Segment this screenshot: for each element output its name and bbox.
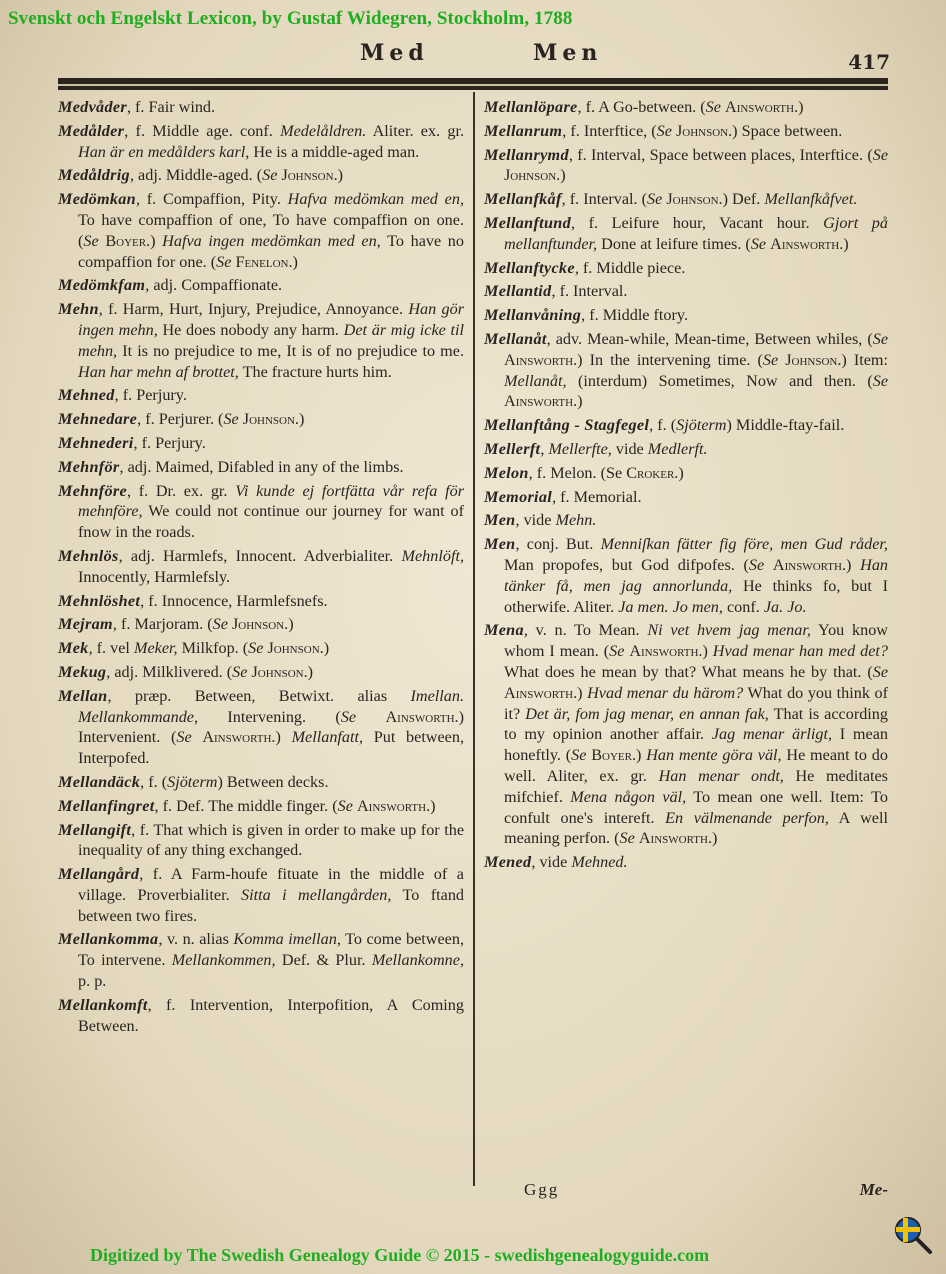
swedish-phrase: Mehnlöft, [401,546,464,565]
dictionary-entry [58,638,464,659]
definition-text: To have compaffion of one, To have compaffion on one. ( [78,210,464,250]
source-reference: Ainsworth. [772,555,847,574]
swedish-phrase: Se [619,829,635,848]
entry-headword: Mened [484,853,532,872]
definition-text: , v. n. To Mean. [523,621,648,640]
dictionary-entry [58,97,464,118]
definition-text: , f. Harm, Hurt, Injury, Prejudice, Annoyance. [98,300,409,319]
definition-text: The fracture hurts him. [238,362,392,381]
definition-text: p. p. [78,972,107,991]
swedish-phrase: Se [248,639,264,658]
definition-text: , f. vel [88,639,134,658]
definition-text: I mean honeftly. ( [504,725,888,765]
source-reference: Ainsworth. [356,796,431,815]
dictionary-entry [58,409,464,430]
definition-text: ) [843,234,849,253]
swedish-phrase: Det är mig icke til mehn, [78,320,465,360]
source-reference: Johnson. [242,410,299,429]
definition-text: , adj. Harmlefs, Innocent. Adverbialiter. [118,546,402,565]
dictionary-entry [484,305,888,326]
definition-text: You know whom I mean. ( [504,621,888,661]
definition-text: vide [611,439,648,458]
swedish-phrase: Hvad menar han med det? [712,642,889,661]
dictionary-entry [484,852,888,873]
definition-text: He is a middle-aged man. [249,142,420,161]
definition-text: ) Between decks. [217,772,329,791]
definition-text: Def. & Plur. [275,951,372,970]
definition-text: , adj. Maimed, Difabled in any of the limbs. [119,457,404,476]
swedish-phrase: Mehn. [555,511,597,530]
definition-text: It is no prejudice to me, It is of no prejudice to me. [117,341,464,360]
entry-headword: Mellanftycke [484,258,575,277]
entry-headword: Mehnlöshet [58,591,141,610]
entry-headword: Mejram [58,615,113,634]
entry-headword: Mellanrymd [484,145,569,164]
entry-headword: Memorial [484,487,553,506]
definition-text: ) [846,555,861,574]
dictionary-entry [58,929,464,991]
definition-text: ) [577,683,588,702]
entry-headword: Mellanvåning [484,306,582,325]
definition-text: , vide [531,853,572,872]
definition-text: , f. Interval. [551,282,628,301]
swedish-phrase: Se [750,234,767,253]
swedish-phrase: Mellanfatt, [291,728,364,747]
swedish-phrase: Mena någon väl, [570,787,687,806]
source-reference: Ainsworth. [638,829,712,848]
dictionary-entry [58,820,464,862]
dictionary-entry [58,121,464,163]
swedish-phrase: Meker, [133,639,178,658]
definition-text: , f. Compaffion, Pity. [135,190,288,209]
definition-text: ) [275,728,292,747]
entry-headword: Mellangift [58,820,132,839]
definition-text: What do you think of it? [504,683,888,723]
definition-text: , præp. Between, Betwixt. alias [107,686,411,705]
swedish-phrase: Gjort på mellanftunder, [504,213,888,253]
source-reference: Ainsworth. [504,683,578,702]
entry-headword: Mellanftund [484,213,571,232]
entry-headword: Medömkfam [58,276,146,295]
swedish-phrase: Komma imellan, [233,930,341,949]
definition-text: He does nobody any harm. [157,320,344,339]
swedish-phrase: Han är en medålders karl, [78,142,250,161]
entry-headword: Men [484,535,516,554]
definition-text: , f. Perjury. [133,433,206,452]
definition-text: Put between, Interpofed. [78,728,465,768]
definition-text: ) [560,166,566,185]
swedish-phrase: Mellerfte, [548,439,612,458]
definition-text: ) Item: [841,350,888,369]
definition-text: ) [337,166,344,185]
definition-text: , f. ( [649,416,677,435]
definition-text: Aliter. ex. gr. [366,121,464,140]
source-reference: Ainsworth. [385,707,459,726]
dictionary-entry [58,662,464,683]
definition-text: ) [712,829,718,848]
definition-text: ) Space between. [732,121,843,140]
definition-text: ) [702,642,713,661]
source-reference: Ainsworth. [504,392,578,411]
entry-headword: Mellerft [484,439,541,458]
definition-text: , f. Intervention, Interpofition, A Coming Between. [78,995,464,1035]
definition-text: ) [430,796,436,815]
entry-headword: Medåldrig [58,166,130,185]
entry-headword: Mek [58,639,89,658]
definition-text: Done at leifure times. ( [597,234,751,253]
dictionary-entry [484,281,888,302]
definition-text: To ftand between two fires. [78,885,465,925]
source-reference: Ainsworth. [504,350,578,369]
entry-headword: Mehned [58,386,115,405]
dictionary-entry [58,299,464,382]
swedish-phrase: Se [571,746,587,765]
definition-text: , [540,439,549,458]
dictionary-entry [58,189,464,272]
source-reference: Croker. [626,463,679,482]
definition-text [764,556,773,574]
entry-headword: Mellanåt [484,329,547,348]
dictionary-entry [58,686,464,769]
definition-text: ) In the intervening time. ( [577,350,763,369]
source-reference: Ainsworth. [725,98,799,116]
swedish-phrase: Mellanåt, [504,371,567,390]
definition-text: To mean one well. Item: To confult one's intereft. [504,787,888,827]
swedish-phrase: Sitta i mellangården, [241,885,392,904]
source-reference: Johnson. [267,639,324,658]
definition-text: , v. n. alias [158,930,234,949]
right-column [484,97,888,876]
swedish-phrase: Se [212,615,228,634]
left-column [58,97,464,1039]
swedish-phrase: Se [216,252,232,271]
swedish-phrase: Han har mehn af brottet, [78,362,239,381]
definition-text: , adj. Compaffionate. [145,276,283,295]
catchword: Me- [859,1180,888,1199]
entry-headword: Medålder [58,121,125,140]
source-reference: Boyer. [105,231,151,250]
swedish-phrase: Se [83,231,99,250]
dictionary-entry [58,546,464,588]
definition-text: To come between, To intervene. [78,930,464,970]
entry-headword: Medömkan [58,190,136,209]
dictionary-entry [484,487,888,508]
dictionary-entry [58,995,464,1037]
source-reference: Ainsworth. [629,642,703,661]
dictionary-entry [58,165,464,186]
entry-headword: Mehnedare [58,410,138,429]
dictionary-entry [58,433,464,454]
swedish-phrase: Se [705,98,721,116]
swedish-phrase: Sjöterm [676,416,727,435]
definition-text: , f. Interval, Space between places, Interftice. ( [568,145,873,164]
dictionary-entry [58,864,464,926]
column-divider [473,92,475,1186]
header-rule [58,78,888,86]
definition-text: ) [298,410,305,429]
swedish-phrase: Jag menar ärligt, [711,725,833,744]
swedish-phrase: Se [609,642,625,661]
definition-text: , f. Middle piece. [574,258,686,277]
definition-text: ) [636,746,647,765]
swedish-phrase: Ja. Jo. [763,597,807,616]
definition-text: ) [577,392,583,411]
dictionary-entry [484,121,888,142]
swedish-phrase: Ni vet hvem jag menar, [647,621,811,640]
source-reference: Ainsworth. [770,234,844,253]
dictionary-entry [484,534,888,617]
definition-text [192,728,203,746]
entry-headword: Mekug [58,662,107,681]
entry-headword: Mehnederi [58,433,134,452]
definition-text: ) Middle-ftay-fail. [726,416,845,435]
swedish-phrase: Se [232,662,248,681]
swedish-phrase: Se [872,662,888,681]
source-reference: Boyer. [591,746,637,765]
swedish-phrase: Se [176,728,192,747]
definition-text: , f. Perjurer. ( [137,410,224,429]
source-reference: Johnson. [504,166,561,185]
definition-text: ) [678,463,684,482]
entry-headword: Mellandäck [58,772,141,791]
dictionary-entry [58,385,464,406]
definition-text: ) [292,252,298,271]
definition-text: That is according to my opinion another affair. [504,704,888,744]
dictionary-entry [484,145,888,187]
entry-headword: Mellanlöpare [484,98,578,116]
definition-text: To have no compaffion for one. ( [78,231,464,271]
dictionary-entry [484,329,888,412]
definition-text: A well meaning perfon. ( [504,808,888,848]
signature-mark: Ggg [524,1180,560,1199]
definition-text: ) Intervenient. ( [78,707,464,747]
swedish-phrase: Han tänker få, men jag annorlunda, [504,555,889,595]
dictionary-entry [58,772,464,793]
swedish-flag-magnifier-icon [893,1215,933,1255]
source-banner: Svenskt och Engelskt Lexicon, by Gustaf Widegren, Stockholm, 1788 [8,8,573,29]
definition-text: , f. Marjoram. ( [112,615,213,634]
definition-text: , f. Innocence, Harmlefsnefs. [140,591,328,610]
dictionary-entry [484,97,888,118]
swedish-phrase: Mellankommen, [171,951,276,970]
swedish-phrase: Medlerft. [647,439,708,458]
source-reference: Johnson. [232,615,289,634]
entry-headword: Men [484,511,516,530]
swedish-phrase: Han mente göra väl, [646,746,782,765]
definition-text: conf. [722,597,764,616]
definition-text: , f. Middle ftory. [581,306,689,325]
swedish-phrase: Mellanfkåfvet. [764,190,858,209]
entry-headword: Mellangård [58,865,140,884]
definition-text: , f. Memorial. [552,487,642,506]
entry-headword: Mellankomft [58,995,148,1014]
definition-text: , vide [515,511,556,530]
definition-text: , f. Fair wind. [126,98,216,116]
dictionary-entry [58,796,464,817]
swedish-phrase: Han gör ingen mehn, [78,300,464,339]
swedish-phrase: Se [647,190,663,209]
swedish-phrase: Hafva ingen medömkan med en, [162,231,381,250]
swedish-phrase: Se [762,350,779,369]
swedish-phrase: Sjöterm [167,772,218,791]
definition-text: , conj. But. [515,535,601,554]
entry-headword: Medvåder [58,98,127,116]
definition-text: He meditates mifchief. [504,766,888,806]
source-reference: Johnson. [281,166,338,185]
entry-headword: Mehnför [58,457,120,476]
dictionary-entry [58,591,464,612]
entry-headword: Mehnlös [58,546,119,565]
running-head-left: Med [360,40,429,66]
definition-text: ) [150,231,163,250]
entry-headword: Mellan [58,686,108,705]
dictionary-entry [58,457,464,478]
page-number: 417 [848,50,890,74]
definition-text: , f. Def. The middle finger. ( [154,796,338,815]
digitization-credit: Digitized by The Swedish Genealogy Guide © 2015 - swedishgenealogyguide.com [90,1245,710,1265]
entry-headword: Mellanftång - Stagfegel [484,416,650,435]
definition-text: ) Def. [722,190,765,209]
entry-headword: Mellanfkåf [484,190,562,209]
swedish-phrase: Medelåldren. [280,121,367,140]
definition-text: , f. Perjury. [114,386,187,405]
swedish-phrase: Vi kunde ej fortfätta vår refa för mehnföre, [78,481,464,521]
entry-headword: Mehn [58,300,99,319]
dictionary-entry [484,213,888,255]
dictionary-entry [484,439,888,460]
definition-text: ) [798,98,804,116]
source-reference: Johnson. [785,350,842,369]
definition-text: (interdum) Sometimes, Now and then. ( [566,371,873,390]
definition-text: Milkfop. ( [177,639,249,658]
definition-text: He meant to do well. Aliter, ex. gr. [504,746,888,785]
definition-text: What does he mean by that? What means he by that. ( [504,662,873,681]
swedish-phrase: Mellankommande, [78,707,199,726]
dictionary-entry [58,275,464,296]
entry-headword: Mena [484,621,524,640]
source-reference: Johnson. [251,662,308,681]
entry-headword: Mellantid [484,282,552,301]
entry-headword: Mellanrum [484,121,563,140]
definition-text: We could not continue our journey for want of fnow in the roads. [78,502,464,542]
swedish-phrase: En välmenande perfon, [665,808,829,827]
swedish-phrase: Hvad menar du härom? [587,683,744,702]
entry-headword: Mellanfingret [58,796,155,815]
dictionary-entry [484,510,888,531]
entry-headword: Mehnföre [58,481,127,500]
definition-text: , f. Interval. ( [561,190,648,209]
definition-text: He thinks fo, but I otherwife. Aliter. [504,576,888,616]
definition-text: , adv. Mean-while, Mean-time, Between whiles, ( [546,329,873,348]
swedish-phrase: Se [656,121,672,140]
swedish-phrase: Menniſkan fätter fig före, men Gud råder, [600,535,888,554]
entry-headword: Melon [484,463,529,482]
swedish-phrase: Se [223,410,239,429]
swedish-phrase: Han menar ondt, [658,766,784,785]
swedish-phrase: Se [872,145,888,164]
swedish-phrase: Se [262,166,278,185]
definition-text: , adj. Milklivered. ( [106,662,233,681]
swedish-phrase: Mehned. [571,853,628,872]
definition-text: , f. A Go-between. ( [577,98,706,116]
swedish-phrase: Se [872,371,888,390]
definition-text: , f. A Farm-houfe fituate in the middle of a village. Proverbialiter. [78,865,464,904]
dictionary-entry [484,189,888,210]
source-reference: Fenelon. [235,252,293,271]
swedish-phrase: Hafva medömkan med en, [287,190,464,209]
definition-text: Intervening. ( [198,707,341,726]
swedish-phrase: Se [340,707,357,726]
definition-text [356,708,385,726]
definition-text: Innocently, Harmlefsly. [78,567,231,586]
dictionary-entry [58,481,464,543]
definition-text: , adj. Middle-aged. ( [129,166,263,185]
entry-headword: Mellankomma [58,930,159,949]
swedish-phrase: Se [748,555,765,574]
source-reference: Johnson. [666,190,723,209]
definition-text: , f. Dr. ex. gr. [126,481,236,500]
definition-text: , f. ( [140,772,168,791]
swedish-phrase: Se [872,329,888,348]
swedish-phrase: Det är, fom jag menar, en annan fak, [525,704,769,723]
dictionary-entry [484,415,888,436]
swedish-phrase: Se [337,796,353,815]
definition-text: , f. Interftice, ( [562,121,657,140]
definition-text: ) [307,662,314,681]
definition-text: Man propofes, but God difpofes. ( [504,555,749,574]
dictionary-entry [484,258,888,279]
dictionary-entry [58,614,464,635]
swedish-phrase: Imellan. [410,686,464,705]
definition-text: , f. That which is given in order to make up for the inequality of any thing exchanged. [78,820,464,860]
definition-text: ) [288,615,294,634]
definition-text: , f. Leifure hour, Vacant hour. [570,213,824,232]
definition-text: , f. Middle age. conf. [124,121,281,140]
dictionary-entry [484,463,888,484]
source-reference: Ainsworth. [202,728,276,747]
definition-text: , f. Melon. (Se [528,463,627,482]
running-head-right: Men [533,40,603,66]
swedish-phrase: Mellankomne, [371,951,464,970]
dictionary-entry [484,620,888,849]
swedish-phrase: Ja men. Jo men, [618,597,723,616]
source-reference: Johnson. [675,121,733,140]
definition-text: ) [323,639,330,658]
